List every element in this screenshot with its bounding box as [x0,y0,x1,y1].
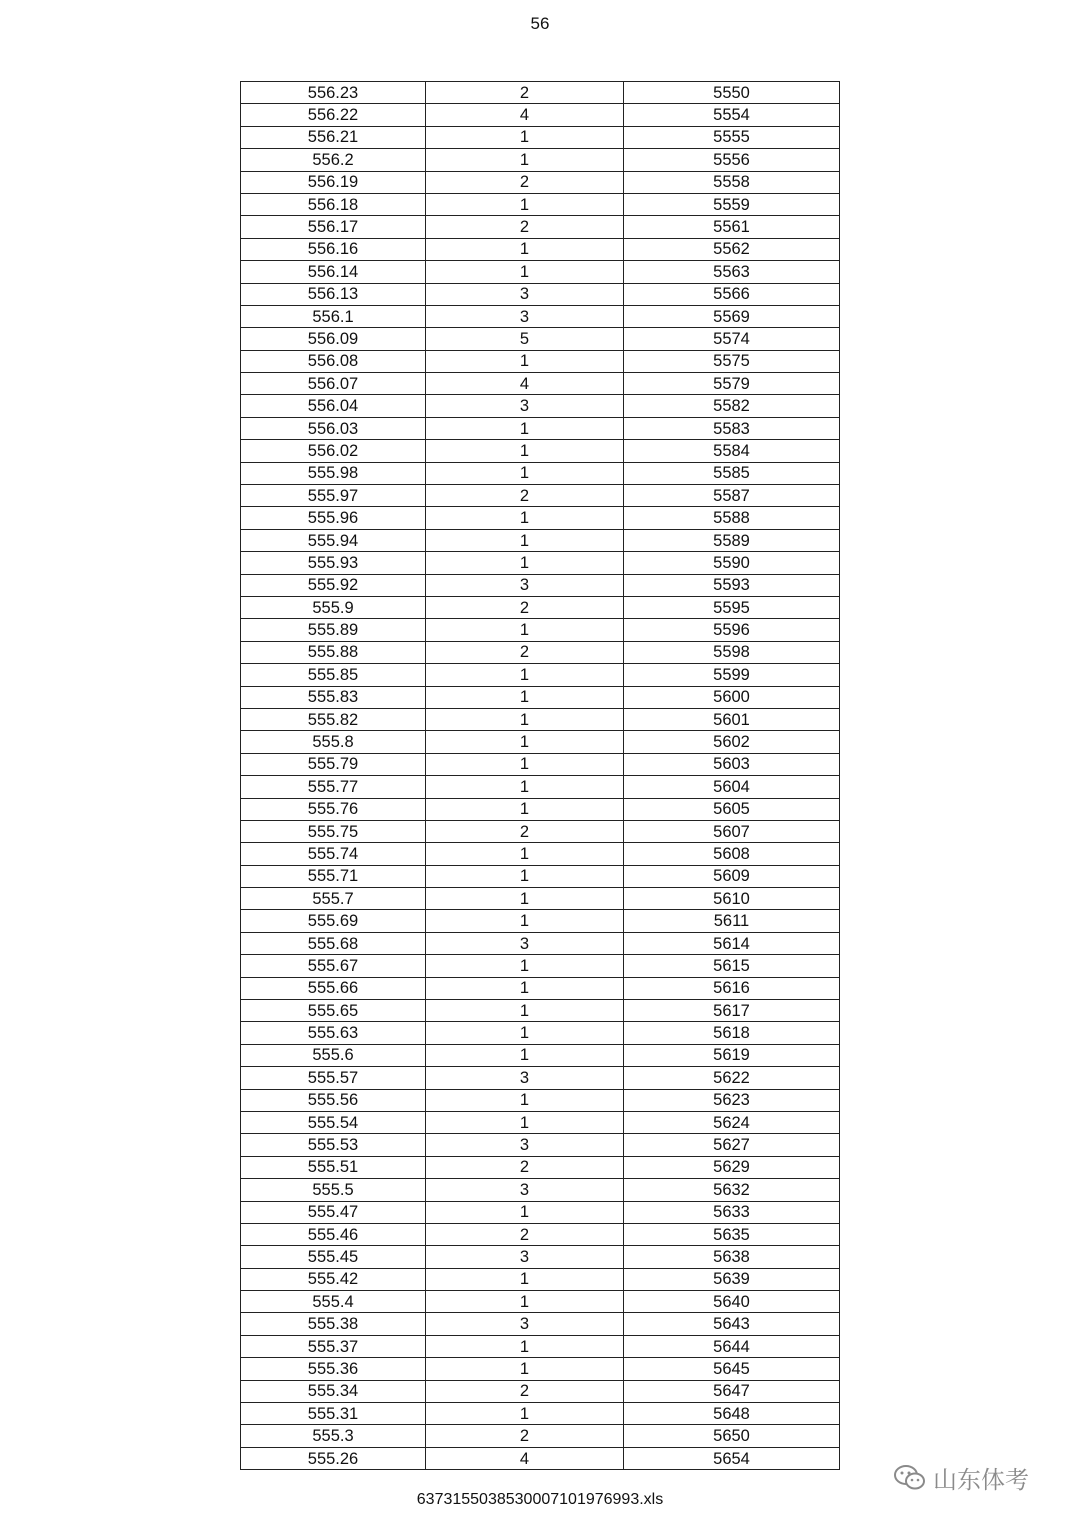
count-cell: 2 [426,216,624,238]
table-row [241,1447,840,1469]
count-cell: 3 [426,1313,624,1335]
table-row [241,1134,840,1156]
count-cell: 1 [426,1403,624,1425]
cumulative-cell: 5558 [624,171,840,193]
table-row [241,955,840,977]
score-cell: 555.75 [241,820,426,842]
table-row [241,1335,840,1357]
table-row [241,485,840,507]
table-row [241,1201,840,1223]
count-cell: 1 [426,910,624,932]
cumulative-cell: 5584 [624,440,840,462]
table-row [241,776,840,798]
table-row [241,843,840,865]
table-row [241,798,840,820]
score-cell: 555.54 [241,1111,426,1133]
score-cell: 555.68 [241,932,426,954]
cumulative-cell: 5602 [624,731,840,753]
score-cell: 555.92 [241,574,426,596]
table-row [241,1291,840,1313]
table-row [241,283,840,305]
table-row [241,708,840,730]
score-cell: 555.94 [241,529,426,551]
score-cell: 556.19 [241,171,426,193]
count-cell: 1 [426,731,624,753]
count-cell: 3 [426,1067,624,1089]
table-row [241,664,840,686]
table-row [241,686,840,708]
count-cell: 1 [426,1000,624,1022]
score-cell: 555.8 [241,731,426,753]
score-table [240,81,840,1470]
cumulative-cell: 5601 [624,708,840,730]
count-cell: 2 [426,485,624,507]
table-row [241,1358,840,1380]
table-row [241,1022,840,1044]
cumulative-cell: 5561 [624,216,840,238]
count-cell: 1 [426,1358,624,1380]
count-cell: 4 [426,1447,624,1469]
table-row [241,1246,840,1268]
score-cell: 555.65 [241,1000,426,1022]
count-cell: 1 [426,686,624,708]
count-cell: 1 [426,664,624,686]
table-row [241,350,840,372]
count-cell: 1 [426,238,624,260]
table-row [241,1223,840,1245]
score-cell: 555.47 [241,1201,426,1223]
cumulative-cell: 5633 [624,1201,840,1223]
cumulative-cell: 5644 [624,1335,840,1357]
score-cell: 555.89 [241,619,426,641]
cumulative-cell: 5610 [624,888,840,910]
count-cell: 1 [426,776,624,798]
table-row [241,1268,840,1290]
watermark-text: 山东体考 [933,1467,1029,1494]
cumulative-cell: 5589 [624,529,840,551]
score-cell: 555.96 [241,507,426,529]
cumulative-cell: 5623 [624,1089,840,1111]
count-cell: 3 [426,574,624,596]
cumulative-cell: 5627 [624,1134,840,1156]
cumulative-cell: 5550 [624,82,840,104]
count-cell: 1 [426,126,624,148]
score-cell: 555.67 [241,955,426,977]
cumulative-cell: 5554 [624,104,840,126]
score-cell: 556.23 [241,82,426,104]
cumulative-cell: 5604 [624,776,840,798]
table-row [241,977,840,999]
score-cell: 555.31 [241,1403,426,1425]
count-cell: 2 [426,171,624,193]
count-cell: 1 [426,955,624,977]
count-cell: 2 [426,820,624,842]
table-row [241,731,840,753]
table-row [241,753,840,775]
table-row [241,529,840,551]
count-cell: 4 [426,104,624,126]
cumulative-cell: 5603 [624,753,840,775]
table-row [241,261,840,283]
table-row [241,395,840,417]
score-cell: 555.26 [241,1447,426,1469]
count-cell: 2 [426,82,624,104]
table-row [241,1313,840,1335]
cumulative-cell: 5648 [624,1403,840,1425]
cumulative-cell: 5574 [624,328,840,350]
cumulative-cell: 5647 [624,1380,840,1402]
score-cell: 555.53 [241,1134,426,1156]
score-cell: 555.74 [241,843,426,865]
table-row [241,82,840,104]
cumulative-cell: 5654 [624,1447,840,1469]
count-cell: 2 [426,1223,624,1245]
score-cell: 555.82 [241,708,426,730]
score-cell: 555.3 [241,1425,426,1447]
table-row [241,1044,840,1066]
score-cell: 555.69 [241,910,426,932]
count-cell: 1 [426,1044,624,1066]
score-cell: 555.9 [241,596,426,618]
count-cell: 1 [426,977,624,999]
table-row [241,238,840,260]
count-cell: 1 [426,350,624,372]
footer-filename: 6373155038530007101976993.xls [416,1491,664,1508]
table-row [241,932,840,954]
table-row [241,1156,840,1178]
score-cell: 556.14 [241,261,426,283]
cumulative-cell: 5582 [624,395,840,417]
score-cell: 555.76 [241,798,426,820]
score-cell: 555.34 [241,1380,426,1402]
table-row [241,193,840,215]
score-cell: 555.93 [241,552,426,574]
cumulative-cell: 5559 [624,193,840,215]
score-cell: 555.97 [241,485,426,507]
table-row [241,1380,840,1402]
table-row [241,126,840,148]
count-cell: 3 [426,395,624,417]
score-cell: 556.07 [241,373,426,395]
cumulative-cell: 5616 [624,977,840,999]
table-row [241,462,840,484]
table-row [241,596,840,618]
cumulative-cell: 5599 [624,664,840,686]
count-cell: 1 [426,1335,624,1357]
score-cell: 555.7 [241,888,426,910]
count-cell: 1 [426,261,624,283]
cumulative-cell: 5635 [624,1223,840,1245]
cumulative-cell: 5624 [624,1111,840,1133]
score-cell: 556.09 [241,328,426,350]
count-cell: 3 [426,283,624,305]
score-cell: 555.5 [241,1179,426,1201]
count-cell: 1 [426,753,624,775]
score-cell: 556.13 [241,283,426,305]
score-cell: 556.18 [241,193,426,215]
score-cell: 556.04 [241,395,426,417]
score-cell: 556.02 [241,440,426,462]
score-cell: 555.37 [241,1335,426,1357]
cumulative-cell: 5622 [624,1067,840,1089]
count-cell: 1 [426,619,624,641]
cumulative-cell: 5632 [624,1179,840,1201]
count-cell: 1 [426,843,624,865]
score-cell: 555.6 [241,1044,426,1066]
count-cell: 1 [426,708,624,730]
cumulative-cell: 5640 [624,1291,840,1313]
score-table-body [241,82,840,1470]
table-row [241,574,840,596]
count-cell: 3 [426,1134,624,1156]
count-cell: 1 [426,552,624,574]
table-row [241,820,840,842]
score-cell: 555.4 [241,1291,426,1313]
count-cell: 1 [426,193,624,215]
table-row [241,328,840,350]
table-row [241,619,840,641]
table-row [241,417,840,439]
cumulative-cell: 5605 [624,798,840,820]
table-row [241,104,840,126]
cumulative-cell: 5585 [624,462,840,484]
count-cell: 1 [426,1022,624,1044]
wechat-icon [893,1464,927,1492]
score-cell: 555.42 [241,1268,426,1290]
score-cell: 555.57 [241,1067,426,1089]
watermark [893,1460,1029,1495]
count-cell: 4 [426,373,624,395]
count-cell: 1 [426,1089,624,1111]
count-cell: 1 [426,529,624,551]
count-cell: 1 [426,1201,624,1223]
cumulative-cell: 5615 [624,955,840,977]
cumulative-cell: 5562 [624,238,840,260]
table-row [241,888,840,910]
table-row [241,1000,840,1022]
score-cell: 555.46 [241,1223,426,1245]
table-row [241,1089,840,1111]
table-row [241,641,840,663]
table-row [241,507,840,529]
count-cell: 1 [426,440,624,462]
table-row [241,1111,840,1133]
count-cell: 1 [426,1291,624,1313]
cumulative-cell: 5609 [624,865,840,887]
table-row [241,171,840,193]
cumulative-cell: 5611 [624,910,840,932]
table-row [241,1179,840,1201]
table-row [241,440,840,462]
cumulative-cell: 5614 [624,932,840,954]
table-row [241,1067,840,1089]
score-cell: 555.66 [241,977,426,999]
cumulative-cell: 5598 [624,641,840,663]
score-cell: 555.56 [241,1089,426,1111]
score-cell: 555.63 [241,1022,426,1044]
score-cell: 556.03 [241,417,426,439]
count-cell: 3 [426,932,624,954]
table-row [241,1425,840,1447]
count-cell: 2 [426,1425,624,1447]
cumulative-cell: 5619 [624,1044,840,1066]
table-row [241,552,840,574]
table-row [241,305,840,327]
score-cell: 555.79 [241,753,426,775]
score-cell: 556.22 [241,104,426,126]
cumulative-cell: 5575 [624,350,840,372]
score-cell: 555.51 [241,1156,426,1178]
cumulative-cell: 5617 [624,1000,840,1022]
count-cell: 2 [426,641,624,663]
cumulative-cell: 5596 [624,619,840,641]
cumulative-cell: 5629 [624,1156,840,1178]
cumulative-cell: 5643 [624,1313,840,1335]
score-cell: 556.08 [241,350,426,372]
count-cell: 1 [426,798,624,820]
cumulative-cell: 5608 [624,843,840,865]
page-number: 56 [530,14,550,33]
score-cell: 556.1 [241,305,426,327]
count-cell: 3 [426,1179,624,1201]
score-table-container [240,81,840,1470]
count-cell: 3 [426,305,624,327]
score-cell: 556.17 [241,216,426,238]
cumulative-cell: 5618 [624,1022,840,1044]
count-cell: 2 [426,1380,624,1402]
cumulative-cell: 5588 [624,507,840,529]
cumulative-cell: 5569 [624,305,840,327]
count-cell: 1 [426,417,624,439]
cumulative-cell: 5650 [624,1425,840,1447]
cumulative-cell: 5556 [624,149,840,171]
cumulative-cell: 5555 [624,126,840,148]
score-cell: 555.36 [241,1358,426,1380]
score-cell: 555.45 [241,1246,426,1268]
count-cell: 5 [426,328,624,350]
score-cell: 555.88 [241,641,426,663]
cumulative-cell: 5607 [624,820,840,842]
table-row [241,149,840,171]
table-row [241,216,840,238]
score-cell: 555.71 [241,865,426,887]
count-cell: 2 [426,596,624,618]
score-cell: 555.98 [241,462,426,484]
table-row [241,373,840,395]
cumulative-cell: 5587 [624,485,840,507]
cumulative-cell: 5600 [624,686,840,708]
cumulative-cell: 5593 [624,574,840,596]
table-row [241,865,840,887]
cumulative-cell: 5579 [624,373,840,395]
table-row [241,1403,840,1425]
count-cell: 1 [426,888,624,910]
count-cell: 3 [426,1246,624,1268]
score-cell: 556.16 [241,238,426,260]
cumulative-cell: 5566 [624,283,840,305]
count-cell: 1 [426,1111,624,1133]
cumulative-cell: 5590 [624,552,840,574]
count-cell: 1 [426,1268,624,1290]
count-cell: 1 [426,865,624,887]
count-cell: 1 [426,149,624,171]
count-cell: 1 [426,507,624,529]
score-cell: 555.77 [241,776,426,798]
score-cell: 555.83 [241,686,426,708]
count-cell: 2 [426,1156,624,1178]
score-cell: 555.85 [241,664,426,686]
cumulative-cell: 5595 [624,596,840,618]
score-cell: 556.21 [241,126,426,148]
cumulative-cell: 5638 [624,1246,840,1268]
cumulative-cell: 5583 [624,417,840,439]
table-row [241,910,840,932]
score-cell: 555.38 [241,1313,426,1335]
cumulative-cell: 5563 [624,261,840,283]
cumulative-cell: 5639 [624,1268,840,1290]
score-cell: 556.2 [241,149,426,171]
cumulative-cell: 5645 [624,1358,840,1380]
count-cell: 1 [426,462,624,484]
